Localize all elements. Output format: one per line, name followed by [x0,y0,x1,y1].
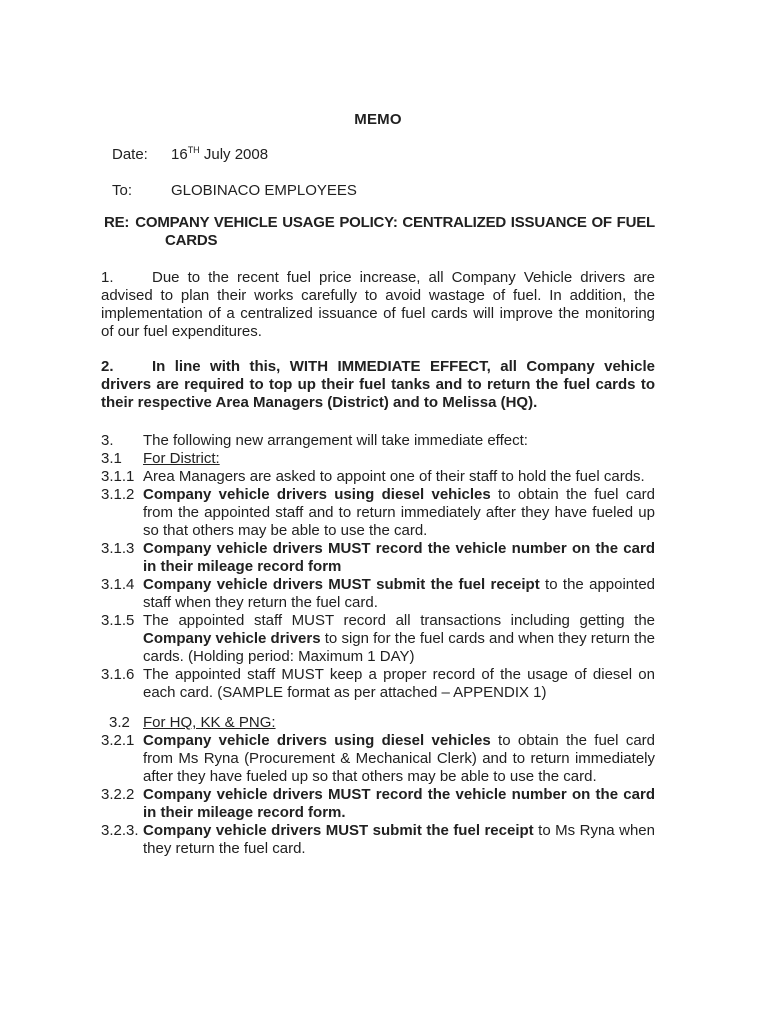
to-row [101,182,655,200]
text-run: Company vehicle drivers using diesel vehicles [143,486,491,503]
paragraph-number: 2. [101,358,114,375]
list-item-3-1-5 [101,612,655,666]
list-item-3-1-1 [101,468,655,486]
item-number: 3.1.2 [101,486,135,503]
item-number: 3.2.1 [101,732,135,749]
list-item-3-2-1 [101,732,655,786]
item-text [143,432,655,450]
date-value [171,146,655,164]
item-number: 3.2.2 [101,786,135,803]
text-run: For District: [143,450,220,467]
text-run: Area Managers are asked to appoint one of their staff to hold the fuel cards. [143,468,645,485]
item-text [143,666,655,702]
date-label: Date: [112,146,148,163]
list-item-3-1-6 [101,666,655,702]
to-label: To: [112,182,133,199]
text-run: For HQ, KK & PNG: [143,714,276,731]
item-number: 3.1.6 [101,666,135,683]
list-item-3 [101,432,655,450]
paragraph-number: 1. [101,269,114,286]
subject-text: COMPANY VEHICLE USAGE POLICY: CENTRALIZED ISSUANCE OF FUEL CARDS [135,214,655,249]
to-value: GLOBINACO EMPLOYEES [171,182,357,199]
item-number: 3.2 [109,714,130,731]
list-item-3-1-2 [101,486,655,540]
text-run: In line with this, WITH IMMEDIATE EFFECT, all Company vehicle drivers are required to top up their fuel tanks and to return the fuel cards to their respective Area Managers (District) and to Melissa (HQ). [101,358,655,411]
item-text [143,468,655,486]
item-text [143,732,655,786]
text-run: Company vehicle drivers [143,630,321,647]
item-text [143,822,655,858]
list-item-3-1 [101,450,655,468]
text-run: to sign for the fuel cards and when they return the cards. (Holding period: Maximum 1 DAY) [143,630,655,665]
memo-body [101,269,655,858]
date-row [101,146,655,164]
list-item-3-1-4 [101,576,655,612]
item-number: 3.2.3. [101,822,139,839]
item-text [143,576,655,612]
text-run: The appointed staff MUST keep a proper record of the usage of diesel on each card. (SAMPLE format as per attached – APPENDIX 1) [143,666,655,701]
item-number: 3.1 [101,450,122,467]
list-item-3-2-2 [101,786,655,822]
text-run: Company vehicle drivers using diesel vehicles [143,732,491,749]
text-run: to obtain the fuel card from Ms Ryna (Procurement & Mechanical Clerk) and to return immediately after they have fueled up so that others may be able to use the card. [143,732,655,785]
memo-paragraph-1 [101,269,655,341]
text-run: to the appointed staff when they return the fuel card. [143,576,656,611]
text-run: Company vehicle drivers MUST submit the fuel receipt [143,822,534,839]
memo-paragraph-2 [101,358,655,412]
item-number: 3.1.1 [101,468,135,485]
item-text [143,714,655,732]
item-number: 3.1.4 [101,576,135,593]
text-run: Company vehicle drivers MUST record the vehicle number on the card in their mileage record form. [143,786,655,821]
text-run: to obtain the fuel card from the appointed staff and to return immediately after they have fueled up so that others may be able to use the card. [143,486,655,539]
item-text [143,486,655,540]
text-run: The following new arrangement will take immediate effect: [143,432,528,449]
item-number: 3.1.5 [101,612,135,629]
list-item-3-2 [101,714,655,732]
date-ordinal: TH [187,145,200,155]
text-run: Company vehicle drivers MUST submit the fuel receipt [143,576,540,593]
list-item-3-2-3 [101,822,655,858]
item-number: 3.1.3 [101,540,135,557]
text-run: Company vehicle drivers MUST record the vehicle number on the card in their mileage record form [143,540,655,575]
list-item-3-1-3 [101,540,655,576]
item-text [143,450,655,468]
item-number: 3. [101,432,114,449]
text-run: Due to the recent fuel price increase, all Company Vehicle drivers are advised to plan their works carefully to avoid wastage of fuel. In addition, the implementation of a centralized issuance of fuel cards will improve the monitoring of our fuel expenditures. [101,269,655,340]
subject-label: RE: [104,214,130,231]
subject-line [101,214,655,250]
memo-title: MEMO [354,111,402,128]
text-run: The appointed staff MUST record all transactions including getting the [143,612,655,629]
item-text [143,612,655,666]
item-text [143,786,655,822]
date-day: 16 [171,146,188,163]
text-run: to Ms Ryna when they return the fuel card. [143,822,655,857]
item-text [143,540,655,576]
date-rest: July 2008 [199,146,269,163]
